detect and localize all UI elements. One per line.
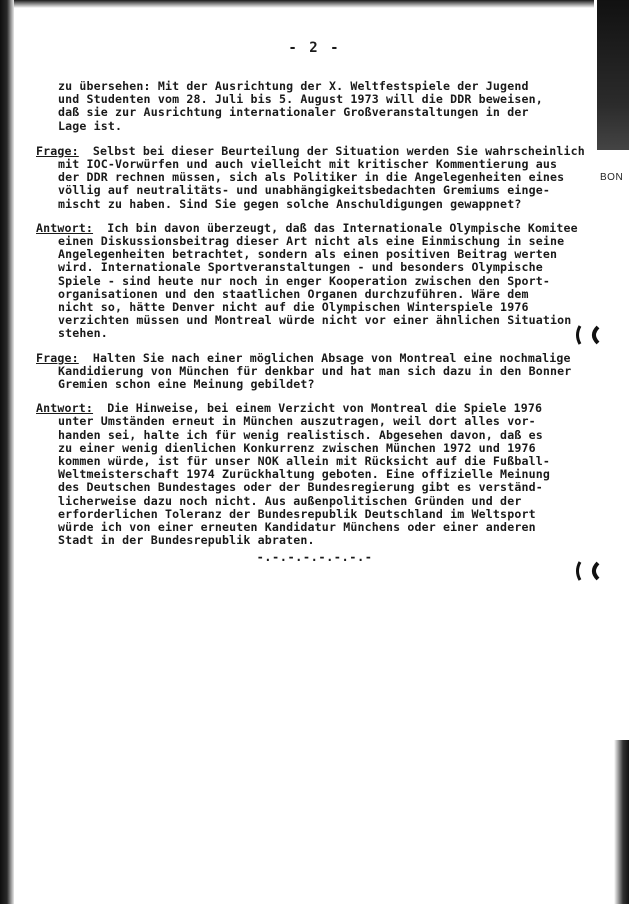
text-line: mit IOC-Vorwürfen und auch vielleicht mit kritischer Kommentierung aus xyxy=(58,157,558,172)
text-line: Weltmeisterschaft 1974 Zurückhaltung geboten. Eine offizielle Meinung xyxy=(58,467,550,482)
intro-paragraph xyxy=(36,80,596,133)
text-line: Kandidierung von München für denkbar und hat man sich dazu in den Bonner xyxy=(58,363,572,378)
text-line: würde ich von einer erneuten Kandidatur Münchens oder einer anderen xyxy=(58,520,536,535)
text-line: des Deutschen Bundestages oder der Bundesregierung gibt es verständ- xyxy=(58,480,543,495)
text-line: daß sie zur Ausrichtung internationaler Großveranstaltungen in der xyxy=(58,105,529,120)
text-line: unter Umständen erneut in München auszutragen, weil dort alles vor- xyxy=(58,414,536,429)
text-line: handen sei, halte ich für wenig realistisch. Abgesehen davon, daß es xyxy=(58,427,543,442)
text-line: licherweise dazu noch nicht. Aus außenpolitischen Gründen und der xyxy=(58,493,522,508)
scan-left-edge xyxy=(0,0,14,904)
text-line: zu einer wenig dienlichen Konkurrenz zwischen München 1972 und 1976 xyxy=(58,440,536,455)
text-line: Gremien schon eine Meinung gebildet? xyxy=(58,377,315,392)
text-line: Spiele - sind heute nur noch in enger Kooperation zwischen den Sport- xyxy=(58,273,550,288)
text-line: erforderlichen Toleranz der Bundesrepublik Deutschland im Weltsport xyxy=(58,506,536,521)
adjacent-page-bleed xyxy=(594,0,629,904)
text-line: verzichten müssen und Montreal würde nicht vor einer ähnlichen Situation xyxy=(58,313,572,328)
question-label: Frage: xyxy=(36,143,79,158)
adjacent-page-text: BON xyxy=(600,172,624,183)
text-line: Ich bin davon überzeugt, daß das Internationale Olympische Komitee xyxy=(107,220,578,235)
text-line: Lage ist. xyxy=(58,118,123,133)
question-label: Frage: xyxy=(36,350,79,365)
adjacent-page-dark-strip xyxy=(597,0,629,150)
text-line: völlig auf neutralitäts- und unabhängigkeitsbedachten Gremiums einge- xyxy=(58,183,550,198)
answer-block xyxy=(36,222,596,341)
text-line: nicht so, hätte Denver nicht auf die Olympischen Winterspiele 1976 xyxy=(58,300,529,315)
answer-label: Antwort: xyxy=(36,220,94,235)
text-line: Stadt in der Bundesrepublik abraten. xyxy=(58,533,315,548)
text-line: Die Hinweise, bei einem Verzicht von Montreal die Spiele 1976 xyxy=(107,401,543,416)
text-line: und Studenten vom 28. Juli bis 5. August 1973 will die DDR beweisen, xyxy=(58,92,543,107)
text-line: der DDR rechnen müssen, sich als Politiker in die Angelegenheiten eines xyxy=(58,170,565,185)
answer-label: Antwort: xyxy=(36,401,94,416)
text-line: kommen würde, ist für unser NOK allein mit Rücksicht auf die Fußball- xyxy=(58,454,550,469)
document-body xyxy=(36,80,596,548)
text-line: stehen. xyxy=(58,326,108,341)
text-line: Halten Sie nach einer möglichen Absage von Montreal eine nochmalige xyxy=(92,350,571,365)
page-number: - 2 - xyxy=(288,40,341,56)
text-line: mischt zu haben. Sind Sie gegen solche Anschuldigungen gewappnet? xyxy=(58,196,522,211)
scan-top-edge xyxy=(0,0,629,8)
adjacent-page-lower-strip xyxy=(614,740,629,904)
text-line: Angelegenheiten betrachtet, sondern als einen positiven Beitrag werten xyxy=(58,247,558,262)
text-line: zu übersehen: Mit der Ausrichtung der X. Weltfestspiele der Jugend xyxy=(58,79,529,93)
text-line: einen Diskussionsbeitrag dieser Art nicht als eine Einmischung in seine xyxy=(58,234,565,249)
section-separator: -.-.-.-.-.-.-.- xyxy=(256,550,373,564)
text-line: organisationen und den staatlichen Organen durchzuführen. Wäre dem xyxy=(58,286,529,301)
question-block xyxy=(36,352,596,392)
text-line: Selbst bei dieser Beurteilung der Situation werden Sie wahrscheinlich xyxy=(92,143,585,158)
answer-block xyxy=(36,402,596,547)
question-block xyxy=(36,145,596,211)
text-line: wird. Internationale Sportveranstaltungen - und besonders Olympische xyxy=(58,260,543,275)
